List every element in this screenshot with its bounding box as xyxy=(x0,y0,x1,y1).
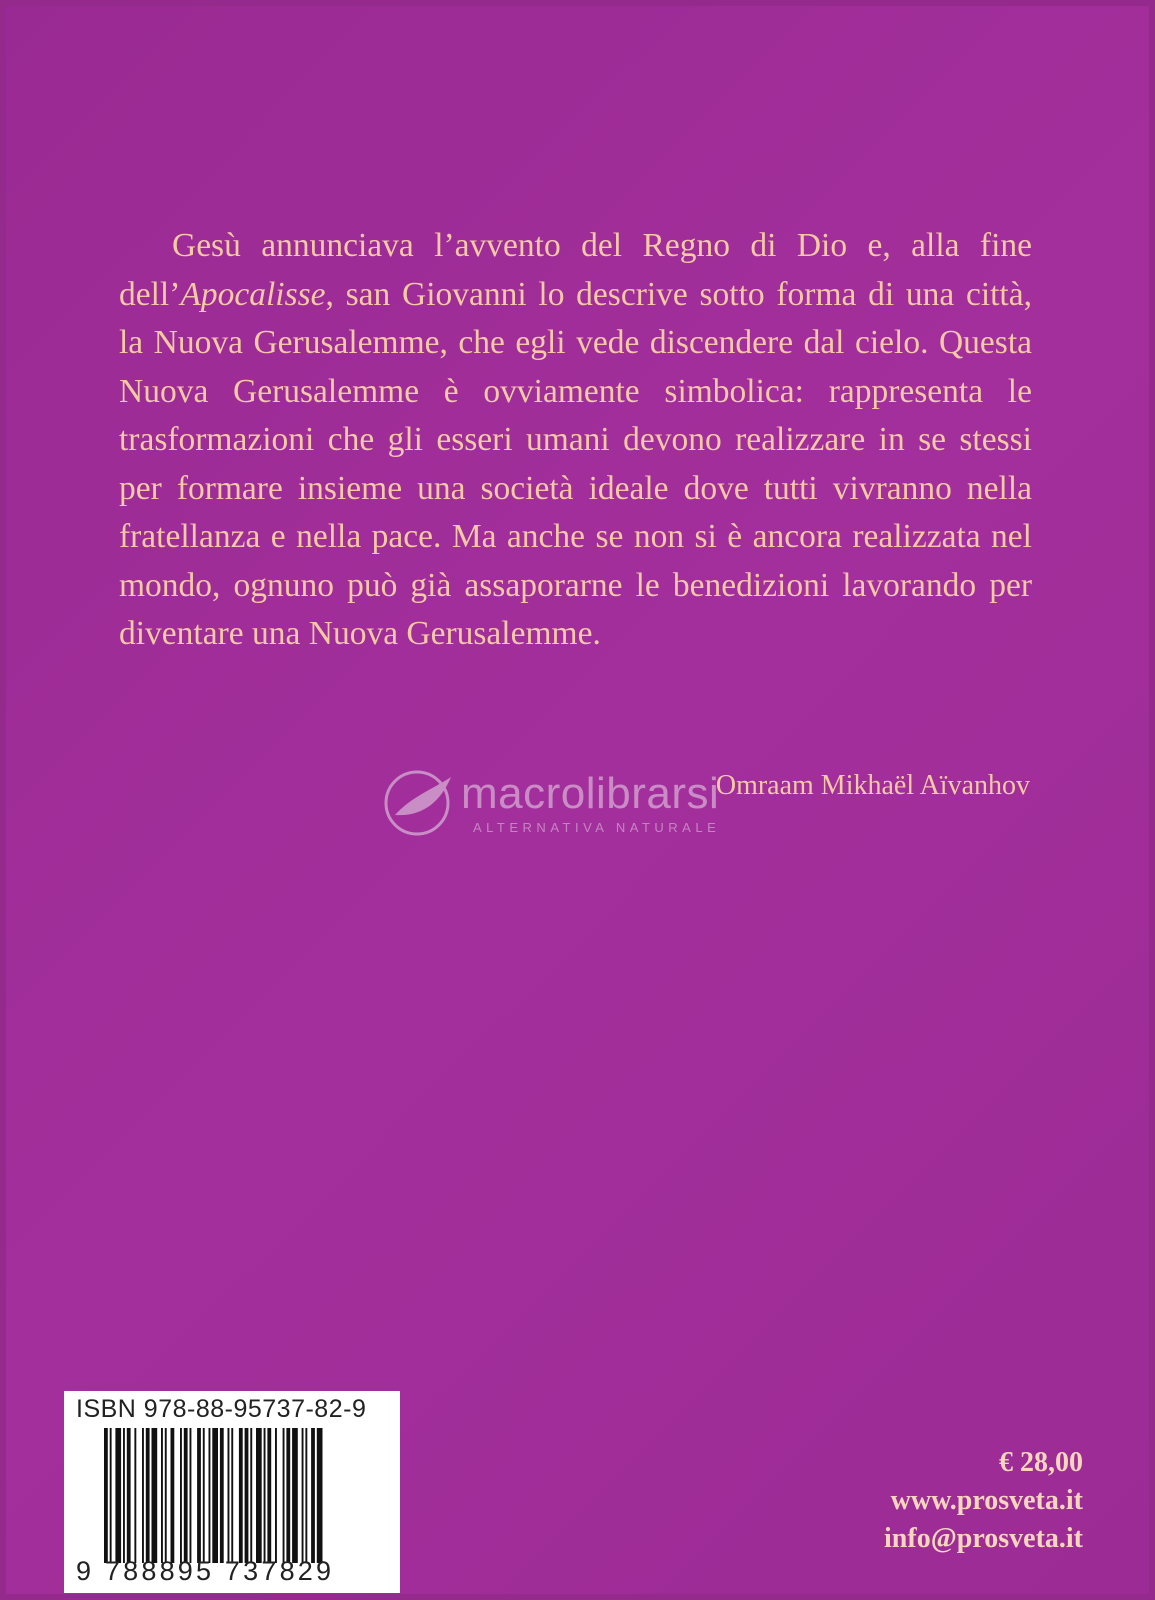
barcode-digits: 9 788895 737829 xyxy=(76,1556,335,1586)
watermark-tagline: ALTERNATIVA NATURALE xyxy=(473,820,721,835)
barcode-bar xyxy=(110,1428,112,1563)
barcode-bar xyxy=(302,1428,304,1563)
barcode-bar xyxy=(256,1428,262,1563)
barcode-bar xyxy=(286,1428,290,1563)
barcode-bar xyxy=(171,1428,175,1563)
barcode-bar xyxy=(228,1428,230,1563)
barcode-bar xyxy=(267,1428,271,1563)
price: € 28,00 xyxy=(999,1447,1083,1478)
email-link[interactable]: info@prosveta.it xyxy=(884,1523,1083,1554)
isbn-label: ISBN 978-88-95737-82-9 xyxy=(76,1395,367,1423)
watermark-logo-icon xyxy=(381,767,461,837)
barcode-bar xyxy=(142,1428,144,1563)
barcode-bar xyxy=(239,1428,243,1563)
barcode-bar xyxy=(212,1428,218,1563)
barcode-bar xyxy=(165,1428,167,1563)
blurb-body: , san Giovanni lo descrive sotto forma di una città, la Nuova Gerusalemme, che egli vede discendere dal cielo. Questa Nuova Gerusalemme è ovviamente simbolica: rappresenta le trasformazioni che gli esseri umani devono realizzare in se stessi per formare insieme una società ideale dove tutti vivranno nella fratellanza e nella pace. Ma anche se non si è ancora realizzata nel mondo, ognuno può già assaporarne le benedizioni lavorando per diventare una Nuova Gerusalemme. xyxy=(119,275,1032,652)
barcode-bar xyxy=(264,1428,266,1563)
barcode-bar xyxy=(311,1428,315,1563)
barcode-bar xyxy=(180,1428,182,1563)
barcode-bar xyxy=(292,1428,298,1563)
barcode-bar xyxy=(190,1428,192,1563)
barcode-bar xyxy=(134,1428,136,1563)
blurb-intro: Gesù annunciava l’avvento del Regno di Dio e, alla fine dell’ xyxy=(119,227,1032,313)
barcode-bar xyxy=(123,1428,125,1563)
author-name: Omraam Mikhaël Aïvanhov xyxy=(715,770,1030,801)
barcode-bar xyxy=(275,1428,277,1563)
barcode-bar xyxy=(127,1428,131,1563)
barcode-bar xyxy=(245,1428,249,1563)
barcode-bar xyxy=(209,1428,211,1563)
barcode-bar xyxy=(197,1428,201,1563)
watermark-brand: macrolibrarsi xyxy=(461,769,720,818)
barcode-bar xyxy=(161,1428,163,1563)
barcode-bar xyxy=(305,1428,307,1563)
barcode-panel xyxy=(64,1391,400,1593)
blurb-text xyxy=(119,222,1032,659)
barcode-bar xyxy=(283,1428,285,1563)
barcode-bar xyxy=(184,1428,188,1563)
barcode-bar xyxy=(203,1428,205,1563)
book-title-italic: Apocalisse xyxy=(180,275,326,313)
barcode-bar xyxy=(220,1428,224,1563)
barcode-icon xyxy=(104,1428,384,1563)
barcode-bar xyxy=(104,1428,108,1563)
barcode-bar xyxy=(115,1428,121,1563)
barcode-bar xyxy=(152,1428,158,1563)
watermark xyxy=(381,767,781,847)
barcode-bar xyxy=(146,1428,150,1563)
barcode-bar xyxy=(250,1428,252,1563)
publisher-info xyxy=(884,1444,1083,1558)
barcode-bar xyxy=(317,1428,323,1563)
website-link[interactable]: www.prosveta.it xyxy=(890,1485,1083,1516)
barcode-bar xyxy=(231,1428,233,1563)
